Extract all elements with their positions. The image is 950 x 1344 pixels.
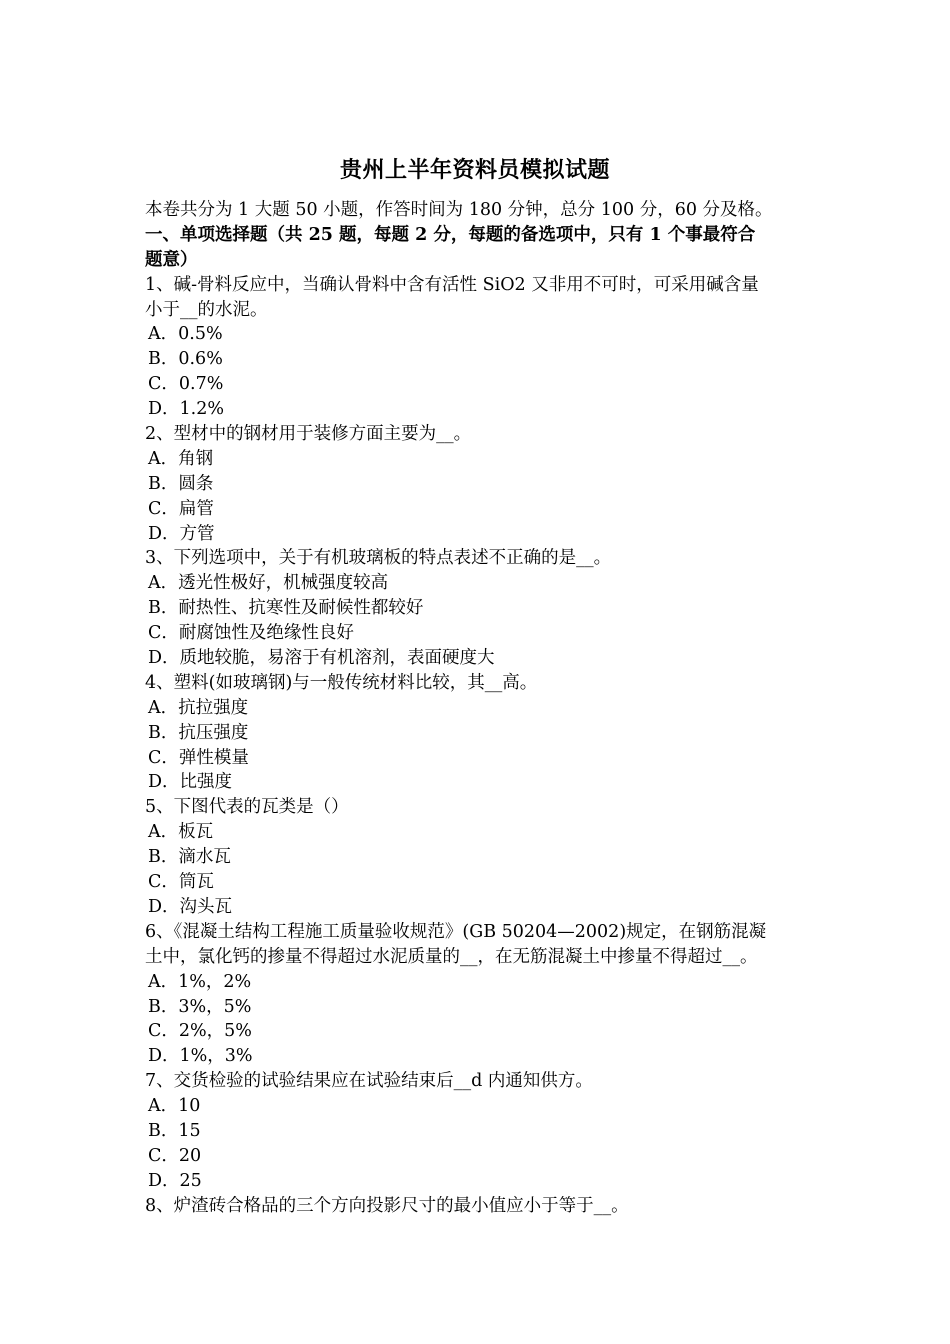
- document-body: [145, 198, 810, 1219]
- section-heading-continued: 题意）: [145, 249, 198, 270]
- option-a: A．1%，2%: [148, 971, 252, 992]
- question-7: [145, 1069, 810, 1193]
- option-c: C．弹性模量: [148, 747, 249, 768]
- option-b: B．15: [148, 1120, 201, 1141]
- section-heading: 一、单项选择题（共 25 题，每题 2 分，每题的备选项中，只有 1 个事最符合: [145, 224, 756, 245]
- option-d: D．比强度: [148, 772, 233, 793]
- option-c: C．0.7%: [148, 374, 224, 395]
- question-text: 1、碱-骨料反应中，当确认骨料中含有活性 SiO2 又非用不可时，可采用碱含量: [145, 274, 759, 295]
- option-b: B．3%，5%: [148, 996, 252, 1017]
- option-d: D．1.2%: [148, 399, 224, 420]
- option-c: C．扁管: [148, 498, 214, 519]
- question-text: 2、型材中的钢材用于装修方面主要为__。: [145, 424, 472, 445]
- intro-text: 本卷共分为 1 大题 50 小题，作答时间为 180 分钟，总分 100 分，60 分及格。: [145, 200, 773, 220]
- option-a: A．透光性极好，机械强度较高: [148, 573, 389, 594]
- question-text: 4、塑料(如玻璃钢)与一般传统材料比较，其__高。: [145, 672, 538, 693]
- option-a: A．板瓦: [148, 822, 214, 843]
- question-text: 小于__的水泥。: [145, 299, 268, 320]
- page-title: 贵州上半年资料员模拟试题: [339, 157, 610, 183]
- option-b: B．抗压强度: [148, 722, 249, 743]
- option-b: B．滴水瓦: [148, 847, 231, 868]
- question-1: [145, 273, 810, 422]
- option-a: A．0.5%: [148, 324, 223, 345]
- option-c: C．耐腐蚀性及绝缘性良好: [148, 623, 354, 644]
- option-c: C．20: [148, 1145, 202, 1166]
- option-c: C．筒瓦: [148, 872, 214, 893]
- option-b: B．耐热性、抗寒性及耐候性都较好: [148, 598, 424, 619]
- question-3: [145, 546, 810, 670]
- option-a: A．抗拉强度: [148, 697, 249, 718]
- question-6: [145, 920, 810, 1069]
- question-text: 8、炉渣砖合格品的三个方向投影尺寸的最小值应小于等于__。: [145, 1195, 629, 1216]
- question-text: 7、交货检验的试验结果应在试验结束后__d 内通知供方。: [145, 1071, 593, 1092]
- option-b: B．0.6%: [148, 349, 223, 370]
- question-8: [145, 1194, 810, 1219]
- option-d: D．25: [148, 1170, 202, 1191]
- question-text: 土中，氯化钙的掺量不得超过水泥质量的__，在无筋混凝土中掺量不得超过__。: [145, 946, 758, 967]
- option-b: B．圆条: [148, 473, 214, 494]
- question-4: [145, 671, 810, 795]
- question-text: 3、下列选项中，关于有机玻璃板的特点表述不正确的是__。: [145, 548, 612, 569]
- option-d: D．沟头瓦: [148, 896, 233, 917]
- option-d: D．质地较脆，易溶于有机溶剂，表面硬度大: [148, 648, 495, 669]
- option-c: C．2%，5%: [148, 1021, 252, 1042]
- question-text: 6、《混凝土结构工程施工质量验收规范》(GB 50204—2002)规定，在钢筋混凝: [145, 921, 767, 942]
- option-d: D．方管: [148, 523, 215, 544]
- question-text: 5、下图代表的瓦类是（）: [145, 797, 349, 818]
- option-a: A．10: [148, 1096, 201, 1117]
- question-2: [145, 422, 810, 546]
- question-5: [145, 795, 810, 919]
- option-d: D．1%，3%: [148, 1046, 253, 1067]
- option-a: A．角钢: [148, 448, 214, 469]
